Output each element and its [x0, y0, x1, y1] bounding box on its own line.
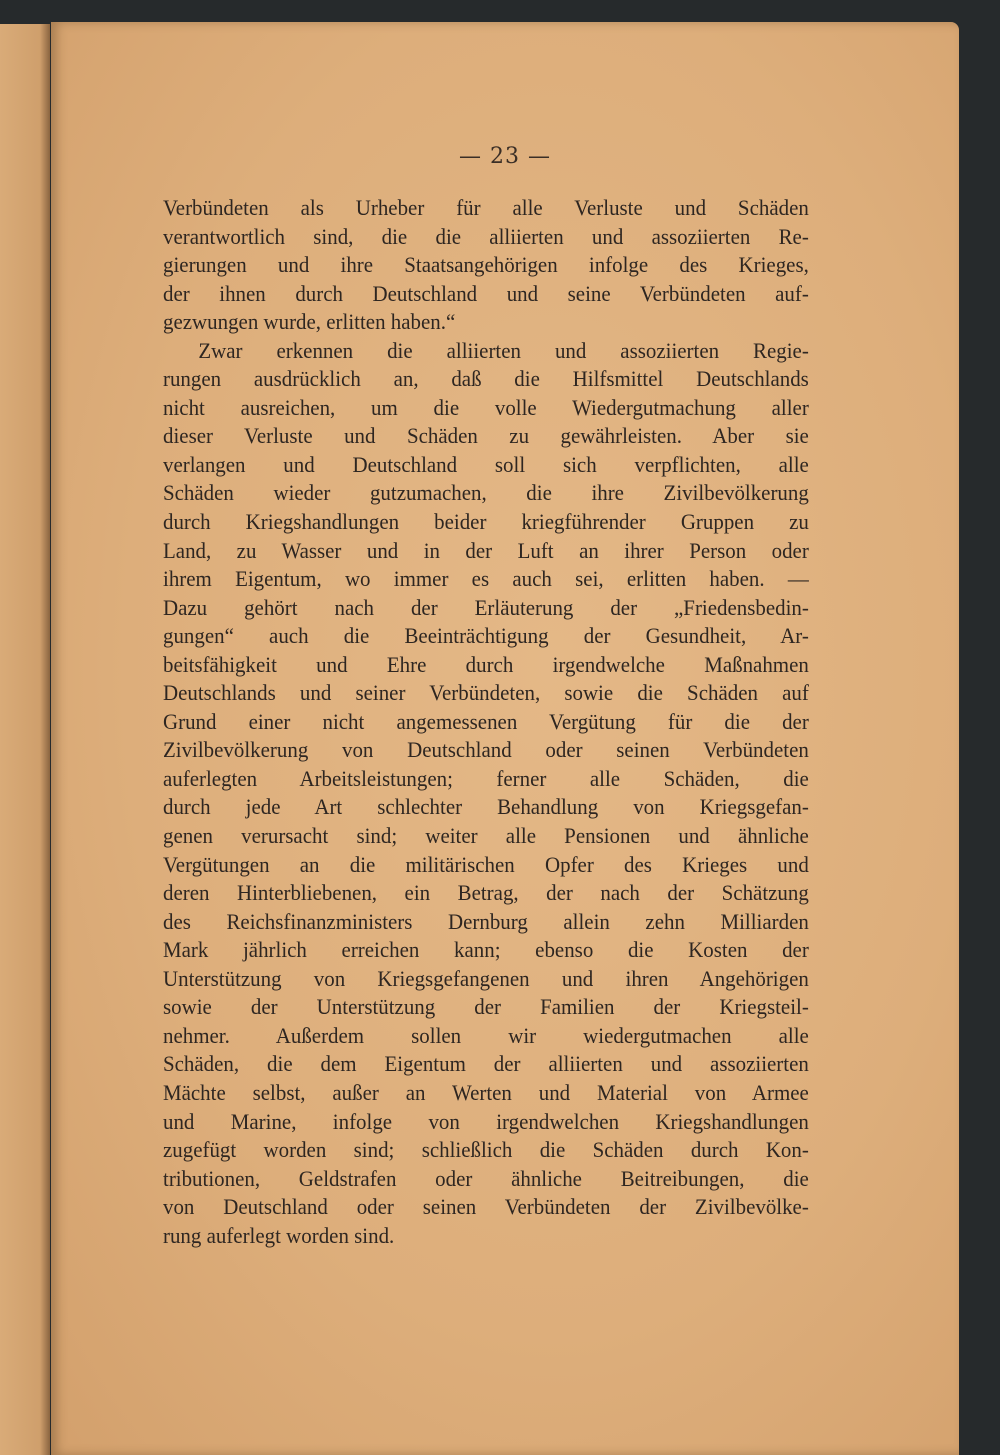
text-line: ihrem Eigentum, wo immer es auch sei, erlitten haben. — [163, 566, 809, 592]
text-line: Vergütungen an die militärischen Opfer des Krieges und [163, 851, 809, 877]
text-line: Mächte selbst, außer an Werten und Material von Armee [163, 1079, 809, 1105]
text-line: gierungen und ihre Staatsangehörigen infolge des Krieges, [163, 252, 809, 278]
text-line: sowie der Unterstützung der Familien der Kriegsteil- [163, 994, 809, 1020]
text-line: Unterstützung von Kriegsgefangenen und ihren Angehörigen [163, 965, 809, 991]
text-line: genen verursacht sind; weiter alle Pensionen und ähnliche [163, 823, 809, 849]
text-line: nicht ausreichen, um die volle Wiedergutmachung aller [163, 394, 809, 420]
text-line: auferlegten Arbeitsleistungen; ferner alle Schäden, die [163, 765, 809, 791]
text-line: Verbündeten als Urheber für alle Verluste und Schäden [163, 195, 809, 220]
text-line: Zivilbevölkerung von Deutschland oder seinen Verbündeten [163, 737, 809, 763]
text-line: Schäden wieder gutzumachen, die ihre Zivilbevölkerung [163, 480, 809, 506]
body-text [163, 194, 809, 1250]
text-line: nehmer. Außerdem sollen wir wiedergutmachen alle [163, 1022, 809, 1048]
text-line: verlangen und Deutschland soll sich verpflichten, alle [163, 451, 809, 477]
book-page [51, 22, 959, 1455]
facing-page-edge [0, 24, 50, 1455]
text-line: zugefügt worden sind; schließlich die Schäden durch Kon- [163, 1137, 809, 1163]
text-line: Grund einer nicht angemessenen Vergütung für die der [163, 708, 809, 734]
text-line: rung auferlegt worden sind. [163, 1222, 395, 1248]
text-line: Zwar erkennen die alliierten und assoziierten Regie- [198, 337, 809, 363]
text-line: durch jede Art schlechter Behandlung von Kriegsgefan- [163, 794, 809, 820]
text-line: rungen ausdrücklich an, daß die Hilfsmittel Deutschlands [163, 366, 809, 392]
text-line: Schäden, die dem Eigentum der alliierten und assoziierten [163, 1051, 809, 1077]
text-line: und Marine, infolge von irgendwelchen Kriegshandlungen [163, 1108, 809, 1134]
page-number: — 23 — [459, 144, 551, 169]
text-line: gezwungen wurde, erlitten haben.“ [163, 309, 456, 335]
text-line: verantwortlich sind, die die alliierten und assoziierten Re- [163, 223, 809, 249]
text-line: der ihnen durch Deutschland und seine Verbündeten auf- [163, 280, 809, 306]
text-line: Land, zu Wasser und in der Luft an ihrer Person oder [163, 537, 809, 563]
text-line: dieser Verluste und Schäden zu gewährleisten. Aber sie [163, 423, 809, 449]
text-line: des Reichsfinanzministers Dernburg allein zehn Milliarden [163, 908, 809, 934]
text-line: durch Kriegshandlungen beider kriegführender Gruppen zu [163, 509, 809, 535]
text-line: Mark jährlich erreichen kann; ebenso die Kosten der [163, 937, 809, 963]
text-line: tributionen, Geldstrafen oder ähnliche Beitreibungen, die [163, 1165, 809, 1191]
text-line: beitsfähigkeit und Ehre durch irgendwelche Maßnahmen [163, 651, 809, 677]
text-line: Deutschlands und seiner Verbündeten, sowie die Schäden auf [163, 680, 809, 706]
text-line: Dazu gehört nach der Erläuterung der „Friedensbedin- [163, 594, 809, 620]
text-line: deren Hinterbliebenen, ein Betrag, der nach der Schätzung [163, 880, 809, 906]
text-line: von Deutschland oder seinen Verbündeten der Zivilbevölke- [163, 1194, 809, 1220]
text-line: gungen“ auch die Beeinträchtigung der Gesundheit, Ar- [163, 623, 809, 649]
